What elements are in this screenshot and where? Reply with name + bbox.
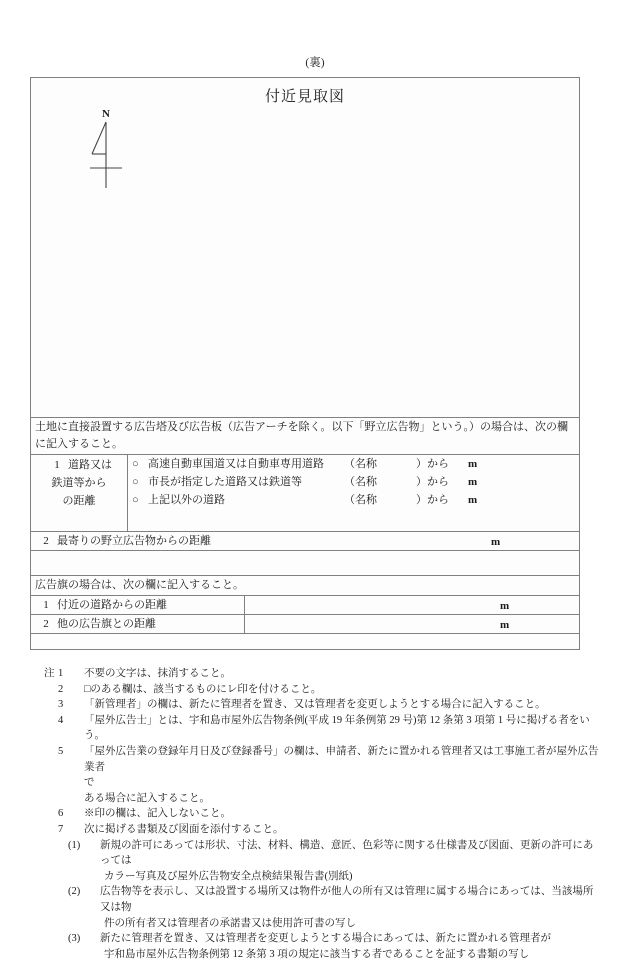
note-number-2: 2 [58,683,64,695]
yadate-row1-options [128,455,580,532]
unit-m-other-road: m [468,494,478,506]
yadate-row1-number: 1 [54,459,60,471]
yadate-row1-label [31,455,128,532]
table-row-nearest [31,532,580,551]
yadate-row2-cell[interactable] [31,532,580,551]
option-from-other-road: ）から [416,494,449,506]
option-row-mayor-road[interactable] [132,474,575,492]
subitem-number-1: (1) [68,839,81,851]
option-from-highway: ）から [416,458,449,470]
subitem-text-2-cont: 件の所有者又は管理者の承諾書又は使用許可書の写し [104,917,356,929]
yadate-row2-title: 最寄りの野立広告物からの距離 [57,535,211,547]
subitem-text-1-block [100,838,600,885]
note-text-5-block [84,744,600,806]
subitem-text-3: 新たに管理者を置き、又は管理者を変更しようとする場合にあっては、新たに置かれる管理者が [100,933,551,945]
note-item-5 [44,744,600,806]
note-number-4: 4 [58,714,64,726]
yadate-intro-text: 土地に直接設置する広告塔及び広告板（広告アーチを除く。以下「野立広告物」という。）の場合は、次の欄に記入すること。 [31,418,580,455]
option-name-field-highway[interactable]: （名称 [344,458,377,470]
hata-row1-value-cell[interactable] [245,596,580,615]
table-row [31,615,580,634]
hata-row2-value-cell[interactable] [245,615,580,634]
yadate-row1-number-line [35,456,123,474]
table-row-hata-intro [31,576,580,596]
note-text-7: 次に掲げる書類及び図面を添付すること。 [84,823,284,835]
note-number-5: 5 [58,745,64,757]
hata-intro-text: 広告旗の場合は、次の欄に記入すること。 [31,576,580,596]
page-side-label: (裏) [305,57,325,69]
note-subitem-3 [44,931,600,962]
hata-row1-number: 1 [43,599,49,611]
option-label-other-road: 上記以外の道路 [148,494,225,506]
subitem-number-2: (2) [68,886,81,898]
yadate-distance-table [30,417,580,551]
page-title: 付近見取図 [264,89,345,105]
unit-m-hata-road: m [500,600,510,612]
subitem-text-3-block [100,931,600,962]
hata-row2-number: 2 [43,618,49,630]
subitem-number-3: (3) [68,933,81,945]
note-text-5-cont1: で [84,777,95,789]
circle-checkbox-icon[interactable]: ○ [132,476,139,488]
unit-m-highway: m [468,458,478,470]
note-text-5: 「屋外広告業の登録年月日及び登録番号」の欄は、申請者、新たに置かれる管理者又は工事施工者が屋外広告業者 [84,745,599,773]
unit-m-mayor-road: m [468,476,478,488]
table-row-distance [31,455,580,532]
subitem-text-1: 新規の許可にあっては形状、寸法、材料、構造、意匠、色彩等に関する仕様書及び図面、更新の許可にあっては [100,839,594,867]
hata-row2-title: 他の広告旗との距離 [57,618,156,630]
note-item-7 [44,822,600,838]
compass-north-letter: N [102,108,110,120]
unit-m-hata-other: m [500,619,510,631]
note-number-6: 6 [58,808,64,820]
note-text-2: □のある欄は、該当するものにレ印を付けること。 [84,683,322,695]
yadate-row1-label-line3: の距離 [62,495,96,507]
note-number-7: 7 [58,823,64,835]
unit-m-nearest: m [491,536,501,548]
subitem-text-2-block [100,884,600,931]
form-frame [30,77,580,650]
note-text-5-cont2: ある場合に記入すること。 [84,792,210,804]
sketch-drawing-area[interactable] [31,108,579,412]
hata-row2-label [31,615,245,634]
table-row [31,596,580,615]
subitem-text-1-cont: カラー写真及び屋外広告物安全点検結果報告書(別紙) [104,870,353,882]
circle-checkbox-icon[interactable]: ○ [132,494,139,506]
hata-row1-label [31,596,245,615]
note-text-1: 不要の文字は、抹消すること。 [84,668,231,679]
note-item-4 [44,713,600,744]
note-item-3 [44,697,600,713]
hata-distance-table [30,575,580,634]
notes-heading: 注 [44,668,55,679]
note-number-1: 1 [58,668,64,679]
option-row-other-road[interactable] [132,492,575,510]
note-item-2 [44,682,600,698]
option-row-highway[interactable] [132,456,575,474]
circle-checkbox-icon[interactable]: ○ [132,458,139,470]
hata-row1-title: 付近の道路からの距離 [57,599,167,611]
subitem-text-3-cont: 宇和島市屋外広告物条例第 12 条第 3 項の規定に該当する者であることを証する書類の写し [104,948,530,960]
option-name-field-other-road[interactable]: （名称 [344,494,377,506]
option-blank-space[interactable] [132,510,575,530]
yadate-row1-label-line2: 鉄道等から [51,477,107,489]
note-number-3: 3 [58,699,64,711]
option-from-mayor-road: ）から [416,476,449,488]
note-subitem-2 [44,884,600,931]
option-label-highway: 高速自動車国道又は自動車専用道路 [148,458,324,470]
note-text-3: 「新管理者」の欄は、新たに管理者を置き、又は管理者を変更しようとする場合に記入すること。 [84,699,546,711]
subitem-text-2: 広告物等を表示し、又は設置する場所又は物件が他人の所有又は管理に属する場合にあっては、当該場所又は物 [100,886,594,913]
note-text-4: 「屋外広告士」とは、宇和島市屋外広告物条例(平成 19 年条例第 29 号)第 12 条第 3 項第 1 号に掲げる者をいう。 [84,714,590,742]
table-row-intro [31,418,580,455]
option-name-field-mayor-road[interactable]: （名称 [344,476,377,488]
notes-section [44,666,600,962]
yadate-row2-number: 2 [43,535,49,547]
note-item-1 [44,666,600,682]
note-text-6: ※印の欄は、記入しないこと。 [84,808,231,820]
note-subitem-1 [44,838,600,885]
yadate-row1-label-line1: 道路又は [68,459,112,471]
option-label-mayor-road: 市長が指定した道路又は鉄道等 [148,476,302,488]
note-item-6 [44,806,600,822]
